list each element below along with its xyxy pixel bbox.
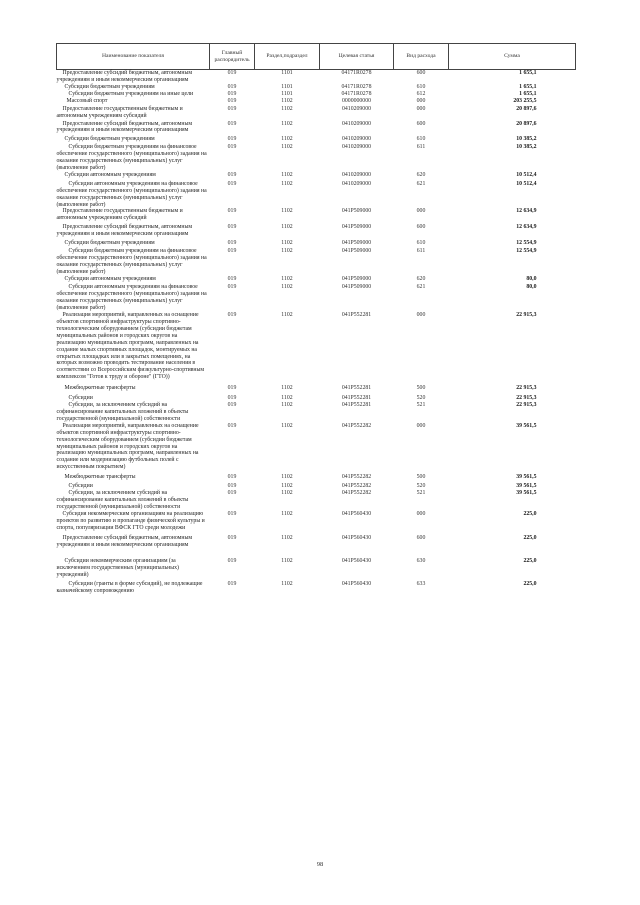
row-expense: 612 — [416, 90, 426, 97]
row-admin: 019 — [227, 144, 237, 151]
row-section: 1102 — [281, 144, 293, 151]
row-sum: 39 561,5 — [516, 483, 537, 490]
table-row — [57, 423, 576, 474]
header-expense: Вид расхода — [394, 44, 449, 70]
row-article: 041P552282 — [341, 422, 372, 429]
row-article: 041P552281 — [341, 312, 372, 319]
row-expense: 000 — [416, 105, 426, 112]
row-sum: 10 385,2 — [516, 136, 537, 143]
row-sum: 80,0 — [526, 284, 537, 291]
row-section: 1102 — [281, 395, 293, 402]
row-section: 1102 — [281, 474, 293, 481]
table-row — [57, 106, 576, 121]
table-row — [57, 483, 576, 490]
table-row — [57, 490, 576, 511]
row-section: 1102 — [281, 284, 293, 291]
row-admin: 019 — [227, 581, 237, 587]
row-sum: 20 897,6 — [516, 120, 537, 127]
row-section: 1102 — [281, 483, 293, 490]
row-section: 1102 — [281, 385, 293, 392]
row-expense: 500 — [416, 385, 426, 392]
row-name: Субсидии бюджетным учреждениям на иные цели — [68, 90, 194, 97]
row-admin: 019 — [227, 240, 237, 247]
row-sum: 22 915,3 — [516, 385, 537, 392]
table-row — [57, 172, 576, 181]
row-expense: 610 — [416, 83, 426, 90]
row-sum: 22 915,3 — [516, 395, 537, 402]
row-name: Субсидии бюджетным учреждениям — [64, 136, 155, 143]
table-row — [57, 558, 576, 581]
page-number: 98 — [316, 861, 324, 868]
row-section: 1102 — [281, 171, 293, 178]
row-name: Субсидии автономным учреждениям на финансовое обеспечение государственного (муниципального) задания на оказание государственных (муниципальных) услуг (выполнение работ) — [56, 284, 207, 312]
row-admin: 019 — [227, 535, 237, 542]
row-expense: 610 — [416, 136, 426, 143]
row-section: 1101 — [281, 90, 293, 97]
row-admin: 019 — [227, 97, 237, 104]
row-expense: 611 — [416, 144, 426, 151]
row-name: Реализация мероприятий, направленных на оснащение объектов спортивной инфраструктуры спортивно-технологическим оборудованием (субсидии бюджетам муниципальных районов и городских округов на реализацию муниципальных программ, направленных на создание или модернизацию футбольных полей с искусственным покрытием) — [56, 422, 199, 471]
row-expense: 620 — [416, 275, 426, 282]
row-article: 0410209000 — [342, 180, 371, 187]
table-row — [57, 208, 576, 224]
row-section: 1102 — [281, 490, 293, 497]
row-expense: 500 — [416, 474, 426, 481]
table-row — [57, 248, 576, 276]
header-article: Целевая статья — [320, 44, 394, 70]
row-article: 041P552282 — [341, 483, 372, 490]
row-name: Субсидии, за исключением субсидий на софинансирование капитальных вложений в объекты государственной (муниципальной) собственности — [56, 490, 189, 510]
row-expense: 611 — [416, 247, 426, 254]
row-expense: 521 — [416, 402, 426, 409]
row-admin: 019 — [227, 90, 237, 97]
row-section: 1102 — [281, 120, 293, 127]
table-row — [57, 224, 576, 240]
row-name: Субсидии бюджетным учреждениям — [64, 83, 155, 90]
row-sum: 1 655,1 — [519, 90, 537, 97]
table-row — [57, 581, 576, 597]
row-admin: 019 — [227, 284, 237, 291]
row-sum: 12 554,9 — [516, 247, 537, 254]
row-name: Межбюджетные трансферты — [64, 385, 136, 392]
row-admin: 019 — [227, 402, 237, 409]
row-sum: 22 915,3 — [516, 312, 537, 319]
row-admin: 019 — [227, 312, 237, 319]
row-admin: 019 — [227, 385, 237, 392]
table-row — [57, 402, 576, 423]
row-article: 041P560430 — [341, 581, 372, 587]
row-admin: 019 — [227, 247, 237, 254]
row-article: 041P560430 — [341, 558, 372, 565]
row-article: 041P552281 — [341, 385, 372, 392]
row-sum: 80,0 — [526, 275, 537, 282]
table-row — [57, 181, 576, 209]
table-row — [57, 385, 576, 395]
row-article: 0410209000 — [342, 120, 371, 127]
row-expense: 633 — [416, 581, 426, 587]
table-row — [57, 535, 576, 558]
row-name: Субсидии — [68, 483, 93, 490]
row-article: 041P509000 — [341, 224, 372, 231]
row-admin: 019 — [227, 275, 237, 282]
row-expense: 520 — [416, 395, 426, 402]
table-row — [57, 84, 576, 91]
row-admin: 019 — [227, 105, 237, 112]
table-row — [57, 98, 576, 106]
row-sum: 12 634,9 — [516, 208, 537, 215]
row-admin: 019 — [227, 120, 237, 127]
row-sum: 39 561,5 — [516, 422, 537, 429]
row-expense: 000 — [416, 422, 426, 429]
row-article: 041P552281 — [341, 395, 372, 402]
row-admin: 019 — [227, 422, 237, 429]
row-sum: 10 385,2 — [516, 144, 537, 151]
row-admin: 019 — [227, 474, 237, 481]
row-name: Предоставление субсидий бюджетным, автономным учреждениям и иным некоммерческим организациям — [56, 535, 193, 549]
row-section: 1102 — [281, 136, 293, 143]
row-name: Предоставление государственным бюджетным и автономным учреждениям субсидий — [56, 208, 183, 222]
row-name: Субсидии автономным учреждениям — [64, 171, 156, 178]
row-admin: 019 — [227, 224, 237, 231]
row-name: Субсидия некоммерческим организациям на реализацию проектов по развитию и пропаганде физической культуры и спорта, популяризации ВФСК ГТО среди молодежи — [56, 510, 205, 531]
row-name: Массовый спорт — [66, 97, 108, 104]
table-row — [57, 121, 576, 137]
row-article: 0410209000 — [342, 105, 371, 112]
row-section: 1102 — [281, 581, 293, 587]
row-article: 04171R0278 — [341, 83, 372, 90]
row-section: 1102 — [281, 208, 293, 215]
row-section: 1101 — [281, 83, 293, 90]
row-article: 0000000000 — [342, 97, 371, 104]
row-sum: 225,0 — [523, 558, 537, 565]
row-section: 1102 — [281, 247, 293, 254]
row-section: 1101 — [281, 70, 293, 76]
row-admin: 019 — [227, 171, 237, 178]
table-header — [57, 44, 576, 70]
row-expense: 620 — [416, 171, 426, 178]
row-article: 041P509000 — [341, 284, 372, 291]
row-expense: 600 — [416, 224, 426, 231]
row-sum: 10 512,4 — [516, 171, 537, 178]
row-article: 041P509000 — [341, 247, 372, 254]
row-admin: 019 — [227, 483, 237, 490]
row-admin: 019 — [227, 558, 237, 565]
row-admin: 019 — [227, 208, 237, 215]
row-article: 041P552282 — [341, 474, 372, 481]
header-name: Наименование показателя — [57, 44, 210, 70]
row-section: 1102 — [281, 105, 293, 112]
table-row — [57, 91, 576, 98]
row-expense: 630 — [416, 558, 426, 565]
row-sum: 203 255,5 — [513, 97, 537, 104]
row-sum: 39 561,5 — [516, 490, 537, 497]
table-row — [57, 511, 576, 536]
row-section: 1102 — [281, 224, 293, 231]
row-article: 041P560430 — [341, 510, 372, 517]
row-sum: 225,0 — [523, 535, 537, 542]
row-sum: 20 897,6 — [516, 105, 537, 112]
row-expense: 600 — [416, 535, 426, 542]
row-name: Субсидии некоммерческим организациям (за исключением государственных (муниципальных) учреждений) — [56, 558, 179, 579]
row-name: Предоставление государственным бюджетным и автономным учреждениям субсидий — [56, 105, 183, 119]
row-sum: 12 554,9 — [516, 240, 537, 247]
row-name: Субсидии автономным учреждениям — [64, 275, 156, 282]
row-sum: 22 915,3 — [516, 402, 537, 409]
table-row — [57, 395, 576, 402]
row-sum: 225,0 — [523, 510, 537, 517]
row-article: 041P509000 — [341, 275, 372, 282]
row-expense: 000 — [416, 312, 426, 319]
row-article: 04171R0278 — [341, 90, 372, 97]
row-name: Субсидии бюджетным учреждениям на финансовое обеспечение государственного (муниципального) задания на оказание государственных (муниципальных) услуг (выполнение работ) — [56, 247, 207, 275]
row-sum: 225,0 — [523, 581, 537, 587]
row-section: 1102 — [281, 402, 293, 409]
row-expense: 000 — [416, 208, 426, 215]
row-section: 1102 — [281, 275, 293, 282]
row-name: Межбюджетные трансферты — [64, 474, 136, 481]
row-expense: 621 — [416, 284, 426, 291]
row-section: 1102 — [281, 180, 293, 187]
row-section: 1102 — [281, 510, 293, 517]
row-admin: 019 — [227, 70, 237, 76]
row-expense: 520 — [416, 483, 426, 490]
row-article: 04171R0278 — [341, 70, 372, 76]
row-admin: 019 — [227, 510, 237, 517]
row-name: Субсидии — [68, 395, 93, 402]
table-row — [57, 240, 576, 248]
row-name: Субсидии (гранты в форме субсидий), не подлежащие казначейскому сопровождению — [56, 581, 203, 594]
row-name: Реализация мероприятий, направленных на оснащение объектов спортивной инфраструктуры спортивно-технологическим оборудованием (субсидии бюджетам муниципальных районов и городских округов на реализацию муниципальных программ, направленных на создание малых спортивных площадок, монтируемых на открытых площадках или в закрытых помещениях, на которых возможно проводить тестирование населения в соответствии со Всероссийским физкультурно-спортивным комплексом "Готов к труду и обороне" (ГТО)) — [56, 312, 205, 381]
row-name: Предоставление субсидий бюджетным, автономным учреждениям и иным некоммерческим организациям — [56, 224, 193, 238]
row-article: 041P552282 — [341, 490, 372, 497]
row-expense: 600 — [416, 70, 426, 76]
row-sum: 1 655,1 — [519, 83, 537, 90]
header-sum: Сумма — [449, 44, 576, 70]
row-name: Предоставление субсидий бюджетным, автономным учреждениям и иным некоммерческим организациям — [56, 120, 193, 134]
table-row — [57, 284, 576, 312]
header-admin: Главный распорядитель — [210, 44, 255, 70]
table-row — [57, 312, 576, 385]
row-expense: 000 — [416, 97, 426, 104]
row-expense: 600 — [416, 120, 426, 127]
table-row — [57, 70, 576, 84]
row-section: 1102 — [281, 558, 293, 565]
row-section: 1102 — [281, 422, 293, 429]
header-section: Раздел,подраздел — [255, 44, 320, 70]
row-article: 041P509000 — [341, 240, 372, 247]
row-admin: 019 — [227, 395, 237, 402]
row-section: 1102 — [281, 312, 293, 319]
row-name: Субсидии, за исключением субсидий на софинансирование капитальных вложений в объекты государственной (муниципальной) собственности — [56, 402, 189, 422]
row-section: 1102 — [281, 535, 293, 542]
row-sum: 1 655,1 — [519, 70, 537, 76]
row-article: 0410209000 — [342, 171, 371, 178]
row-name: Предоставление субсидий бюджетным, автономным учреждениям и иным некоммерческим организациям — [56, 70, 193, 83]
row-name: Субсидии автономным учреждениям на финансовое обеспечение государственного (муниципального) задания на оказание государственных (муниципальных) услуг (выполнение работ) — [56, 180, 207, 208]
row-article: 041P509000 — [341, 208, 372, 215]
table-row — [57, 144, 576, 172]
row-expense: 621 — [416, 180, 426, 187]
row-admin: 019 — [227, 136, 237, 143]
row-admin: 019 — [227, 490, 237, 497]
row-article: 0410209000 — [342, 144, 371, 151]
row-article: 0410209000 — [342, 136, 371, 143]
row-expense: 000 — [416, 510, 426, 517]
row-expense: 521 — [416, 490, 426, 497]
row-name: Субсидии бюджетным учреждениям на финансовое обеспечение государственного (муниципального) задания на оказание государственных (муниципальных) услуг (выполнение работ) — [56, 144, 207, 171]
row-section: 1102 — [281, 240, 293, 247]
table-body — [57, 70, 576, 597]
row-sum: 12 634,9 — [516, 224, 537, 231]
row-admin: 019 — [227, 83, 237, 90]
row-section: 1102 — [281, 97, 293, 104]
row-admin: 019 — [227, 180, 237, 187]
row-article: 041P560430 — [341, 535, 372, 542]
budget-table — [56, 43, 576, 597]
table-row — [57, 474, 576, 483]
row-sum: 10 512,4 — [516, 180, 537, 187]
row-article: 041P552281 — [341, 402, 372, 409]
row-sum: 39 561,5 — [516, 474, 537, 481]
row-expense: 610 — [416, 240, 426, 247]
row-name: Субсидии бюджетным учреждениям — [64, 240, 155, 247]
